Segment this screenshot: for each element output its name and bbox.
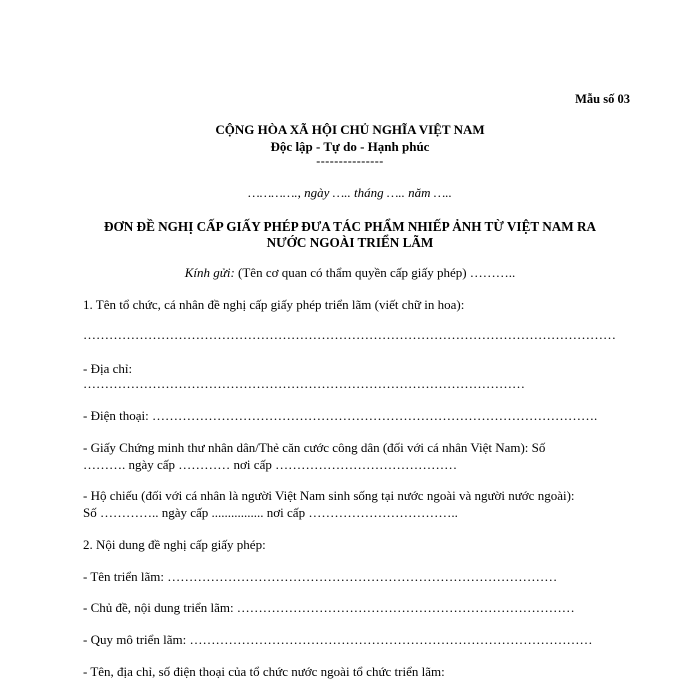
header-separator: --------------- [316,154,384,168]
document-title-line-2: NƯỚC NGOÀI TRIỂN LÃM [266,235,434,250]
id-card-line-2: ………. ngày cấp ………… nơi cấp …………………………………… [83,457,458,472]
document-title-line-1: ĐƠN ĐỀ NGHỊ CẤP GIẤY PHÉP ĐƯA TÁC PHẨM NHIẾP ẢNH TỪ VIỆT NAM RA [103,219,597,234]
passport-line-1: - Hộ chiếu (đối với cá nhân là người Việt Nam sinh sống tại nước ngoài và người nước ngoài): [83,488,575,503]
addressee-line [0,265,700,281]
addressee-value: (Tên cơ quan có thẩm quyền cấp giấy phép) ……….. [234,265,516,280]
exhibition-scale-line: - Quy mô triển lãm: ………………………………………………………………………………… [83,632,593,647]
address-label: - Địa chỉ: [83,361,133,376]
section-2-heading: 2. Nội dung đề nghị cấp giấy phép: [83,537,266,552]
exhibition-name-line: - Tên triển lãm: ……………………………………………………………………………… [83,569,558,584]
phone-line: - Điện thoại: …………………………………………………………………………………………. [83,408,598,423]
form-number: Mẫu số 03 [575,92,630,106]
exhibition-theme-line: - Chủ đề, nội dung triển lãm: …………………………………………………………………… [83,600,575,615]
addressee-label: Kính gửi: [184,265,235,280]
national-motto: Độc lập - Tự do - Hạnh phúc [270,139,430,154]
applicant-name-fill: …………………………………………………………………………………………………………… [83,327,616,342]
date-line: …………., ngày ….. tháng ….. năm ….. [248,185,452,200]
section-1-heading: 1. Tên tổ chức, cá nhân đề nghị cấp giấy phép triển lãm (viết chữ in hoa): [83,297,465,312]
foreign-organizer-line: - Tên, địa chỉ, số điện thoại của tổ chức nước ngoài tổ chức triển lãm: [83,664,445,679]
address-fill: ………………………………………………………………………………………… [83,376,525,391]
id-card-line-1: - Giấy Chứng minh thư nhân dân/Thẻ căn cước công dân (đối với cá nhân Việt Nam): Số [83,440,546,455]
passport-line-2: Số ………….. ngày cấp ................ nơi cấp …………………………….. [83,505,458,520]
national-title: CỘNG HÒA XÃ HỘI CHỦ NGHĨA VIỆT NAM [215,122,485,137]
